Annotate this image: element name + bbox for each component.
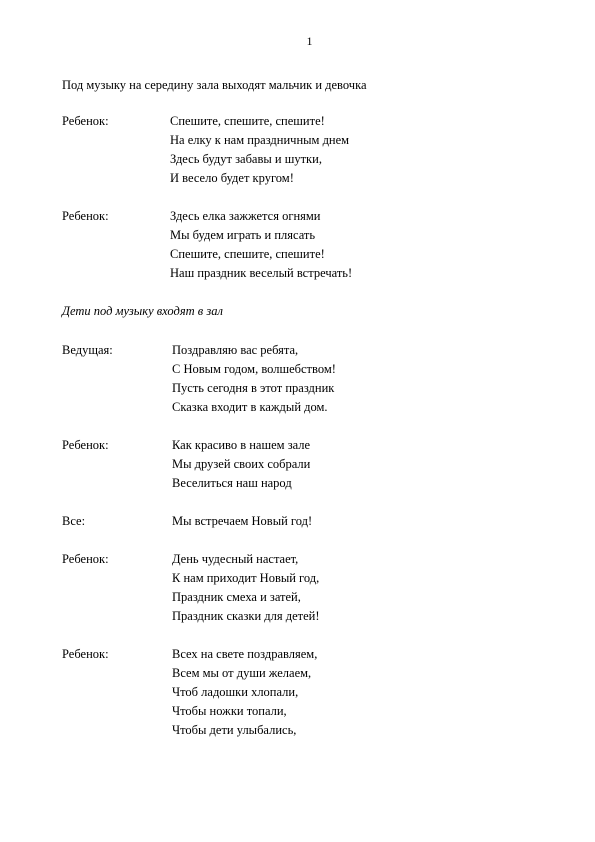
verse-line: Всех на свете поздравляем, <box>172 647 318 661</box>
italic-stage-direction: Дети под музыку входят в зал <box>62 304 223 318</box>
verse-line: Мы будем играть и плясать <box>170 228 316 242</box>
verse-line: Спешите, спешите, спешите! <box>170 247 325 261</box>
verse-line: К нам приходит Новый год, <box>172 571 320 585</box>
verse-line: Сказка входит в каждый дом. <box>172 400 328 414</box>
speaker-label: Ребенок: <box>62 647 109 661</box>
verse-lines <box>170 112 562 188</box>
verse-line: Мы друзей своих собрали <box>172 457 311 471</box>
intro-stage-direction: Под музыку на середину зала выходят мальчик и девочка <box>62 78 367 92</box>
verse-lines <box>170 207 562 283</box>
verse-line: Чтобы ножки топали, <box>172 704 287 718</box>
dialogue-block-7 <box>62 645 562 740</box>
verse-line: Праздник смеха и затей, <box>172 590 301 604</box>
verse-line: Спешите, спешите, спешите! <box>170 114 325 128</box>
dialogue-block-1 <box>62 112 562 188</box>
document-body <box>62 76 562 759</box>
verse-line: День чудесный настает, <box>172 552 299 566</box>
speaker-label: Ребенок: <box>62 438 109 452</box>
verse-line: На елку к нам праздничным днем <box>170 133 350 147</box>
verse-line: Пусть сегодня в этот праздник <box>172 381 335 395</box>
dialogue-block-2 <box>62 207 562 283</box>
dialogue-block-5 <box>62 512 562 531</box>
speaker-label: Все: <box>62 514 86 528</box>
speaker-label: Ведущая: <box>62 343 113 357</box>
page-number: 1 <box>306 34 313 48</box>
verse-line: С Новым годом, волшебством! <box>172 362 336 376</box>
dialogue-block-4 <box>62 436 562 493</box>
verse-line: Чтобы дети улыбались, <box>172 723 297 737</box>
verse-lines <box>172 436 562 493</box>
verse-line: Как красиво в нашем зале <box>172 438 311 452</box>
verse-line: Мы встречаем Новый год! <box>172 514 313 528</box>
verse-line: Здесь елка зажжется огнями <box>170 209 321 223</box>
dialogue-block-3 <box>62 341 562 417</box>
speaker-label: Ребенок: <box>62 552 109 566</box>
verse-line: Праздник сказки для детей! <box>172 609 320 623</box>
verse-line: Здесь будут забавы и шутки, <box>170 152 322 166</box>
verse-line: Наш праздник веселый встречать! <box>170 266 353 280</box>
dialogue-block-6 <box>62 550 562 626</box>
verse-lines <box>172 645 562 740</box>
verse-line: Поздравляю вас ребята, <box>172 343 299 357</box>
verse-line: Чтоб ладошки хлопали, <box>172 685 299 699</box>
verse-lines <box>172 341 562 417</box>
verse-lines <box>172 512 562 531</box>
verse-line: И весело будет кругом! <box>170 171 294 185</box>
verse-line: Всем мы от души желаем, <box>172 666 312 680</box>
verse-line: Веселиться наш народ <box>172 476 292 490</box>
speaker-label: Ребенок: <box>62 209 109 223</box>
speaker-label: Ребенок: <box>62 114 109 128</box>
verse-lines <box>172 550 562 626</box>
